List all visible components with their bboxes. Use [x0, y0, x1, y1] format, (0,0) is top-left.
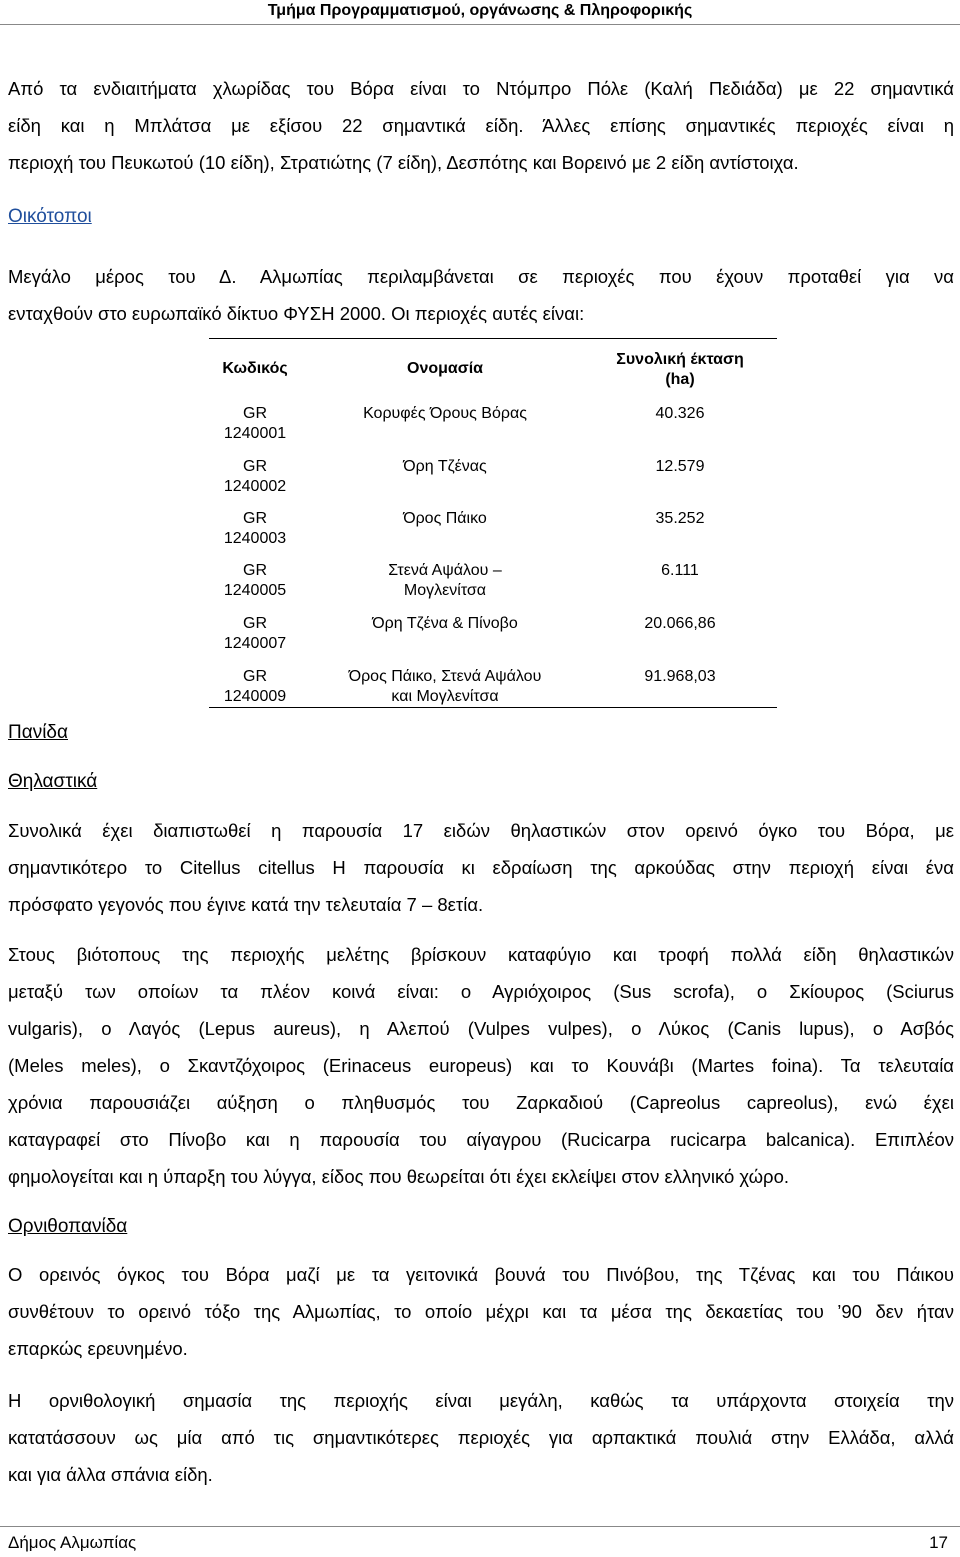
- text-line: Στους βιότοπους της περιοχής μελέτης βρίσκουν καταφύγιο και τροφή πολλά είδη θηλαστικών: [8, 944, 954, 965]
- text-line: χρόνια παρουσιάζει αύξηση ο πληθυσμός του Ζαρκαδιού (Capreolus capreolus), ενώ έχει: [8, 1092, 954, 1113]
- area-cell: 12.579: [655, 458, 705, 475]
- code-prefix: GR: [243, 615, 267, 632]
- footer-rule: [0, 1526, 960, 1527]
- birds-heading: Ορνιθοπανίδα: [8, 1216, 128, 1237]
- habitats-heading: Οικότοποι: [8, 206, 92, 227]
- code-cell: [200, 509, 310, 549]
- name-cell: [320, 404, 570, 424]
- page-header-title: Τμήμα Προγραμματισμού, οργάνωσης & Πληροφορικής: [267, 2, 693, 19]
- text-line: κατατάσσουν ως μία από τις σημαντικότερες περιοχές για αρπακτικά πουλιά στην Ελλάδα, αλλά: [8, 1427, 954, 1448]
- code-prefix: GR: [243, 458, 267, 475]
- name-cell: [320, 509, 570, 529]
- code-number: 1240005: [223, 582, 287, 599]
- area-cell: 20.066,86: [644, 615, 716, 632]
- code-number: 1240001: [223, 425, 287, 442]
- habitats-paragraph: [8, 258, 954, 332]
- code-cell: [200, 614, 310, 654]
- area-cell: 35.252: [655, 510, 705, 527]
- text-line: Ο ορεινός όγκος του Βόρα μαζί με τα γειτονικά βουνά του Πινόβου, της Τζένας και του Πάικου: [8, 1264, 954, 1285]
- text-line: σημαντικότερο το Citellus citellus Η παρουσία κι εδραίωση της αρκούδας στην περιοχή είναι ένα: [8, 857, 954, 878]
- code-number: 1240003: [223, 530, 287, 547]
- text-line: (Meles meles), ο Σκαντζόχοιρος (Erinaceus europeus) και το Κουνάβι (Martes foina). Τα τελευταία: [8, 1055, 954, 1076]
- text-line: συνθέτουν το ορεινό τόξο της Αλμωπίας, το οποίο μέχρι και τα μέσα της δεκαετίας του ’90 δεν ήταν: [8, 1301, 954, 1322]
- code-prefix: GR: [243, 668, 267, 685]
- header-area-line: Συνολική έκταση: [616, 351, 744, 368]
- text-line: πρόσφατο γεγονός που έγινε κατά την τελευταία 7 – 8ετία.: [8, 894, 484, 915]
- name-line: Όρη Τζένα & Πίνοβο: [372, 615, 518, 632]
- text-line: ενταχθούν στο ευρωπαϊκό δίκτυο ΦΥΣΗ 2000. Οι περιοχές αυτές είναι:: [8, 303, 585, 324]
- text-line: Η ορνιθολογική σημασία της περιοχής είναι μεγάλη, καθώς τα υπάρχοντα στοιχεία την: [8, 1390, 954, 1411]
- code-prefix: GR: [243, 405, 267, 422]
- mammals-paragraph-1: [8, 812, 954, 923]
- header-rule: [0, 24, 960, 25]
- code-cell: [200, 457, 310, 497]
- flora-paragraph: [8, 70, 954, 181]
- text-line: Από τα ενδιαιτήματα χλωρίδας του Βόρα είναι το Ντόμπρο Πόλε (Καλή Πεδιάδα) με 22 σημαντικά: [8, 78, 954, 99]
- header-area: [590, 350, 770, 390]
- name-cell: [320, 457, 570, 477]
- birds-paragraph-1: [8, 1256, 954, 1367]
- footer-municipality: Δήμος Αλμωπίας: [8, 1533, 137, 1552]
- mammals-heading: Θηλαστικά: [8, 771, 98, 792]
- name-line: και Μογλενίτσα: [391, 688, 499, 705]
- birds-paragraph-2: [8, 1382, 954, 1493]
- page-number: 17: [929, 1533, 948, 1552]
- name-line: Όρος Πάικο: [403, 510, 487, 527]
- area-cell: 6.111: [661, 562, 699, 579]
- text-line: φημολογείται και η ύπαρξη του λύγγα, είδος που θεωρείται ότι έχει εκλείψει στον ελληνικό χώρο.: [8, 1166, 790, 1187]
- text-line: περιοχή του Πευκωτού (10 είδη), Στρατιώτης (7 είδη), Δεσπότης και Βορεινό με 2 είδη αντίστοιχα.: [8, 152, 799, 173]
- table-bottom-rule: [209, 707, 777, 708]
- text-line: Μεγάλο μέρος του Δ. Αλμωπίας περιλαμβάνεται σε περιοχές που έχουν προταθεί για να: [8, 266, 954, 287]
- text-line: είδη και η Μπλάτσα με εξίσου 22 σημαντικά είδη. Άλλες επίσης σημαντικές περιοχές είναι η: [8, 115, 954, 136]
- area-cell: 40.326: [655, 405, 705, 422]
- name-line: Όρη Τζένας: [403, 458, 487, 475]
- code-cell: [200, 667, 310, 707]
- name-cell: [320, 614, 570, 634]
- name-cell: [320, 667, 570, 707]
- table-top-rule: [209, 338, 777, 339]
- code-number: 1240007: [223, 635, 287, 652]
- name-line: Στενά Αψάλου –: [388, 562, 502, 579]
- name-line: Μογλενίτσα: [403, 582, 487, 599]
- code-number: 1240002: [223, 478, 287, 495]
- text-line: και για άλλα σπάνια είδη.: [8, 1464, 213, 1485]
- mammals-paragraph-2: [8, 936, 954, 1195]
- code-prefix: GR: [243, 562, 267, 579]
- text-line: Συνολικά έχει διαπιστωθεί η παρουσία 17 ειδών θηλαστικών στον ορεινό όγκο του Βόρα, με: [8, 820, 954, 841]
- fauna-heading: Πανίδα: [8, 722, 68, 743]
- area-cell: 91.968,03: [644, 668, 716, 685]
- code-cell: [200, 404, 310, 444]
- code-prefix: GR: [243, 510, 267, 527]
- code-cell: [200, 561, 310, 601]
- text-line: μεταξύ των οποίων τα πλέον κοινά είναι: ο Αγριόχοιρος (Sus scrofa), ο Σκίουρος (Sciurus: [8, 981, 954, 1002]
- text-line: vulgaris), ο Λαγός (Lepus aureus), η Αλεπού (Vulpes vulpes), ο Λύκος (Canis lupus), ο Ασβός: [8, 1018, 954, 1039]
- header-area-unit: (ha): [665, 371, 695, 388]
- text-line: επαρκώς ερευνημένο.: [8, 1338, 188, 1359]
- header-name: Ονομασία: [407, 360, 483, 377]
- name-line: Όρος Πάικο, Στενά Αψάλου: [348, 668, 542, 685]
- code-number: 1240009: [223, 688, 287, 705]
- header-code: Κωδικός: [222, 360, 288, 377]
- name-line: Κορυφές Όρους Βόρας: [363, 405, 527, 422]
- name-cell: [320, 561, 570, 601]
- text-line: καταγραφεί στο Πίνοβο και η παρουσία του αίγαγρου (Rucicarpa rucicarpa balcanica). Επιπλέον: [8, 1129, 954, 1150]
